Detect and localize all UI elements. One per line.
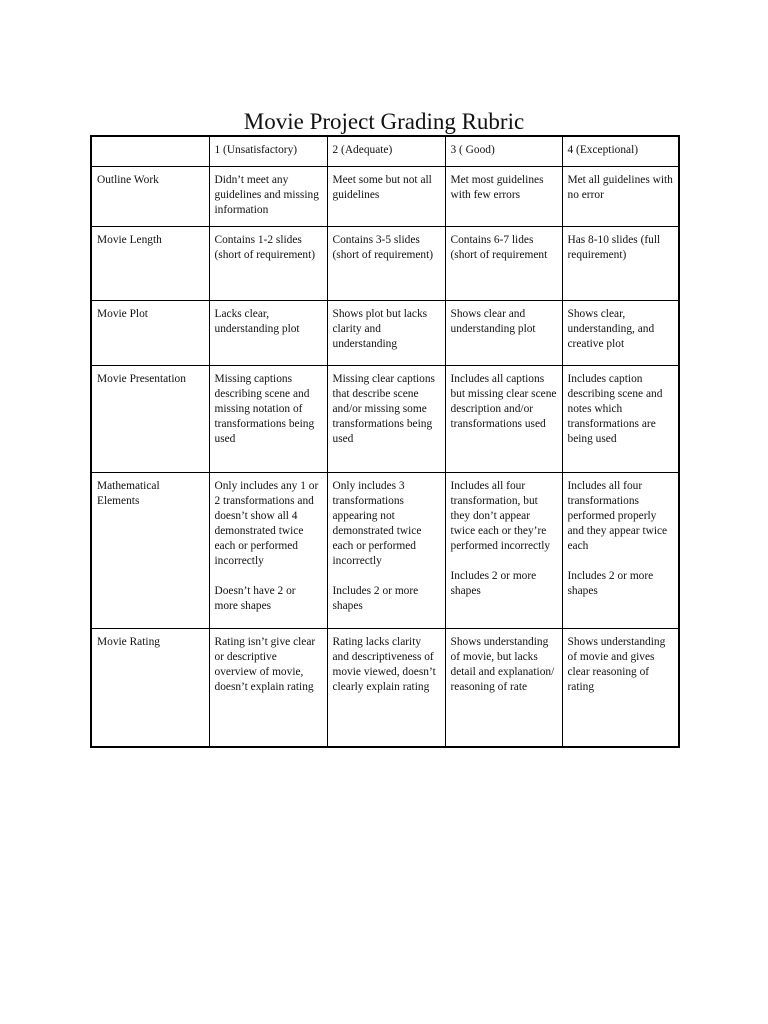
criterion-cell: Movie Rating (91, 629, 209, 748)
table-row-outline-work (91, 167, 679, 227)
rubric-cell-level-4: Has 8-10 slides (full requirement) (562, 227, 679, 301)
header-cell-level-2: 2 (Adequate) (327, 136, 445, 167)
rubric-cell-level-2: Shows plot but lacks clarity and understanding (327, 301, 445, 366)
rubric-cell-level-2: Rating lacks clarity and descriptiveness of movie viewed, doesn’t clearly explain rating (327, 629, 445, 748)
table-row-movie-length (91, 227, 679, 301)
rubric-cell-level-3: Includes all captions but missing clear scene description and/or transformations used (445, 366, 562, 473)
rubric-cell-level-1: Didn’t meet any guidelines and missing information (209, 167, 327, 227)
table-row-mathematical-elements (91, 473, 679, 629)
header-cell-level-4: 4 (Exceptional) (562, 136, 679, 167)
rubric-cell-level-1: Only includes any 1 or 2 transformations and doesn’t show all 4 demonstrated twice each or performed incorrectly Doesn’t have 2 or more shapes (209, 473, 327, 629)
rubric-cell-level-3: Contains 6-7 lides (short of requirement (445, 227, 562, 301)
rubric-cell-level-3: Includes all four transformation, but they don’t appear twice each or they’re performed incorrectly Includes 2 or more shapes (445, 473, 562, 629)
rubric-cell-level-4: Includes all four transformations performed properly and they appear twice each Includes 2 or more shapes (562, 473, 679, 629)
rubric-cell-level-4: Shows understanding of movie and gives clear reasoning of rating (562, 629, 679, 748)
rubric-cell-level-2: Missing clear captions that describe scene and/or missing some transformations being used (327, 366, 445, 473)
rubric-cell-level-4: Met all guidelines with no error (562, 167, 679, 227)
header-cell-level-1: 1 (Unsatisfactory) (209, 136, 327, 167)
rubric-cell-level-3: Shows understanding of movie, but lacks detail and explanation/ reasoning of rate (445, 629, 562, 748)
criterion-cell: Movie Length (91, 227, 209, 301)
criterion-cell: Mathematical Elements (91, 473, 209, 629)
table-row-movie-rating (91, 629, 679, 748)
rubric-cell-level-1: Lacks clear, understanding plot (209, 301, 327, 366)
rubric-cell-level-2: Meet some but not all guidelines (327, 167, 445, 227)
criterion-cell: Movie Presentation (91, 366, 209, 473)
header-cell-level-3: 3 ( Good) (445, 136, 562, 167)
rubric-table (90, 135, 680, 748)
criterion-cell: Movie Plot (91, 301, 209, 366)
rubric-cell-level-1: Contains 1-2 slides (short of requirement) (209, 227, 327, 301)
rubric-cell-level-2: Contains 3-5 slides (short of requirement) (327, 227, 445, 301)
rubric-cell-level-4: Shows clear, understanding, and creative plot (562, 301, 679, 366)
rubric-cell-level-3: Shows clear and understanding plot (445, 301, 562, 366)
table-row-movie-presentation (91, 366, 679, 473)
rubric-cell-level-1: Rating isn’t give clear or descriptive overview of movie, doesn’t explain rating (209, 629, 327, 748)
rubric-cell-level-3: Met most guidelines with few errors (445, 167, 562, 227)
rubric-cell-level-1: Missing captions describing scene and missing notation of transformations being used (209, 366, 327, 473)
table-row-movie-plot (91, 301, 679, 366)
page-title: Movie Project Grading Rubric (243, 109, 525, 135)
rubric-cell-level-2: Only includes 3 transformations appearing not demonstrated twice each or performed incorrectly Includes 2 or more shapes (327, 473, 445, 629)
criterion-cell: Outline Work (91, 167, 209, 227)
table-header-row (91, 136, 679, 167)
rubric-cell-level-4: Includes caption describing scene and notes which transformations are being used (562, 366, 679, 473)
header-cell-criteria (91, 136, 209, 167)
